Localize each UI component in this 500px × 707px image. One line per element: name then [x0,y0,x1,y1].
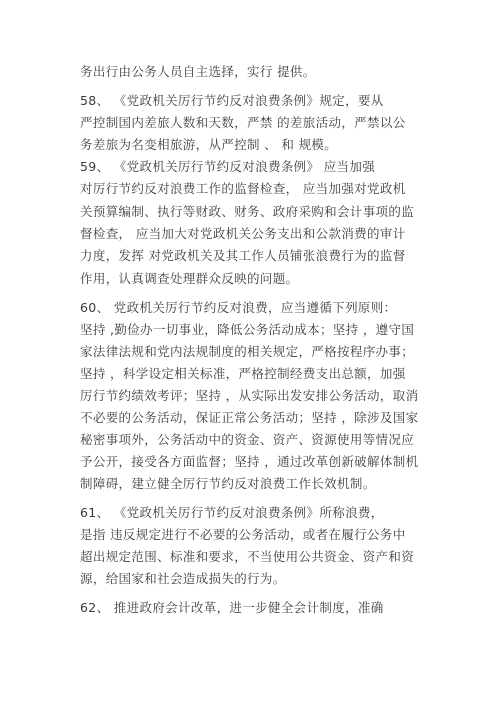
text-line: 61、 《党政机关厉行节约反对浪费条例》所称浪费， [80,505,384,520]
text-line: 对厉行节约反对浪费工作的监督检查， 应当加强对党政机 [80,181,406,196]
text-line: 关预算编制、执行等财政、财务、政府采购和会计事项的监 [80,204,415,219]
text-line: 60、 党政机关厉行节约反对浪费，应当遵循下列原则： [80,300,397,315]
text-line: 58、 《党政机关厉行节约反对浪费条例》规定，要从 [80,93,384,108]
text-line: 厉行节约绩效考评；坚持 ，从实际出发安排公务活动，取消 [80,388,419,403]
text-line: 务差旅为名变相旅游，从严控制 、 和 规模。 [80,137,338,152]
text-line: 62、 推进政府会计改革，进一步健全会计制度，准确 [80,600,384,615]
text-line: 务出行由公务人员自主选择，实行 提供。 [80,64,316,79]
text-line: 秘密事项外，公务活动中的资金、资产、资源使用等情况应 [80,432,415,447]
text-line: 作用，认真调查处理群众反映的问题。 [80,271,299,286]
text-line: 严控制国内差旅人数和天数，严禁 的差旅活动，严禁以公 [80,115,406,130]
text-line: 超出规定范围、标准和要求，不当使用公共资金、资产和资 [80,549,415,564]
text-line: 是指 违反规定进行不必要的公务活动，或者在履行公务中 [80,527,406,542]
text-line: 督检查， 应当加大对党政机关公务支出和公款消费的审计 [80,226,406,241]
text-line: 坚持 ，科学设定相关标准，严格控制经费支出总额，加强 [80,366,406,381]
text-line: 予公开，接受各方面监督；坚持 ，通过改革创新破解体制机 [80,454,419,469]
text-line: 不必要的公务活动，保证正常公务活动；坚持 ，除涉及国家 [80,410,419,425]
text-line: 家法律法规和党内法规制度的相关规定，严格按程序办事； [80,344,415,359]
text-line: 力度，发挥 对党政机关及其工作人员铺张浪费行为的监督 [80,248,406,263]
text-line: 59、 《党政机关厉行节约反对浪费条例》 应当加强 [80,159,376,174]
text-line: 源，给国家和社会造成损失的行为。 [80,571,286,586]
text-line: 制障碍，建立健全厉行节约反对浪费工作长效机制。 [80,476,376,491]
text-line: 坚持 ,勤俭办一切事业，降低公务活动成本；坚持 ，遵守国 [80,322,415,337]
